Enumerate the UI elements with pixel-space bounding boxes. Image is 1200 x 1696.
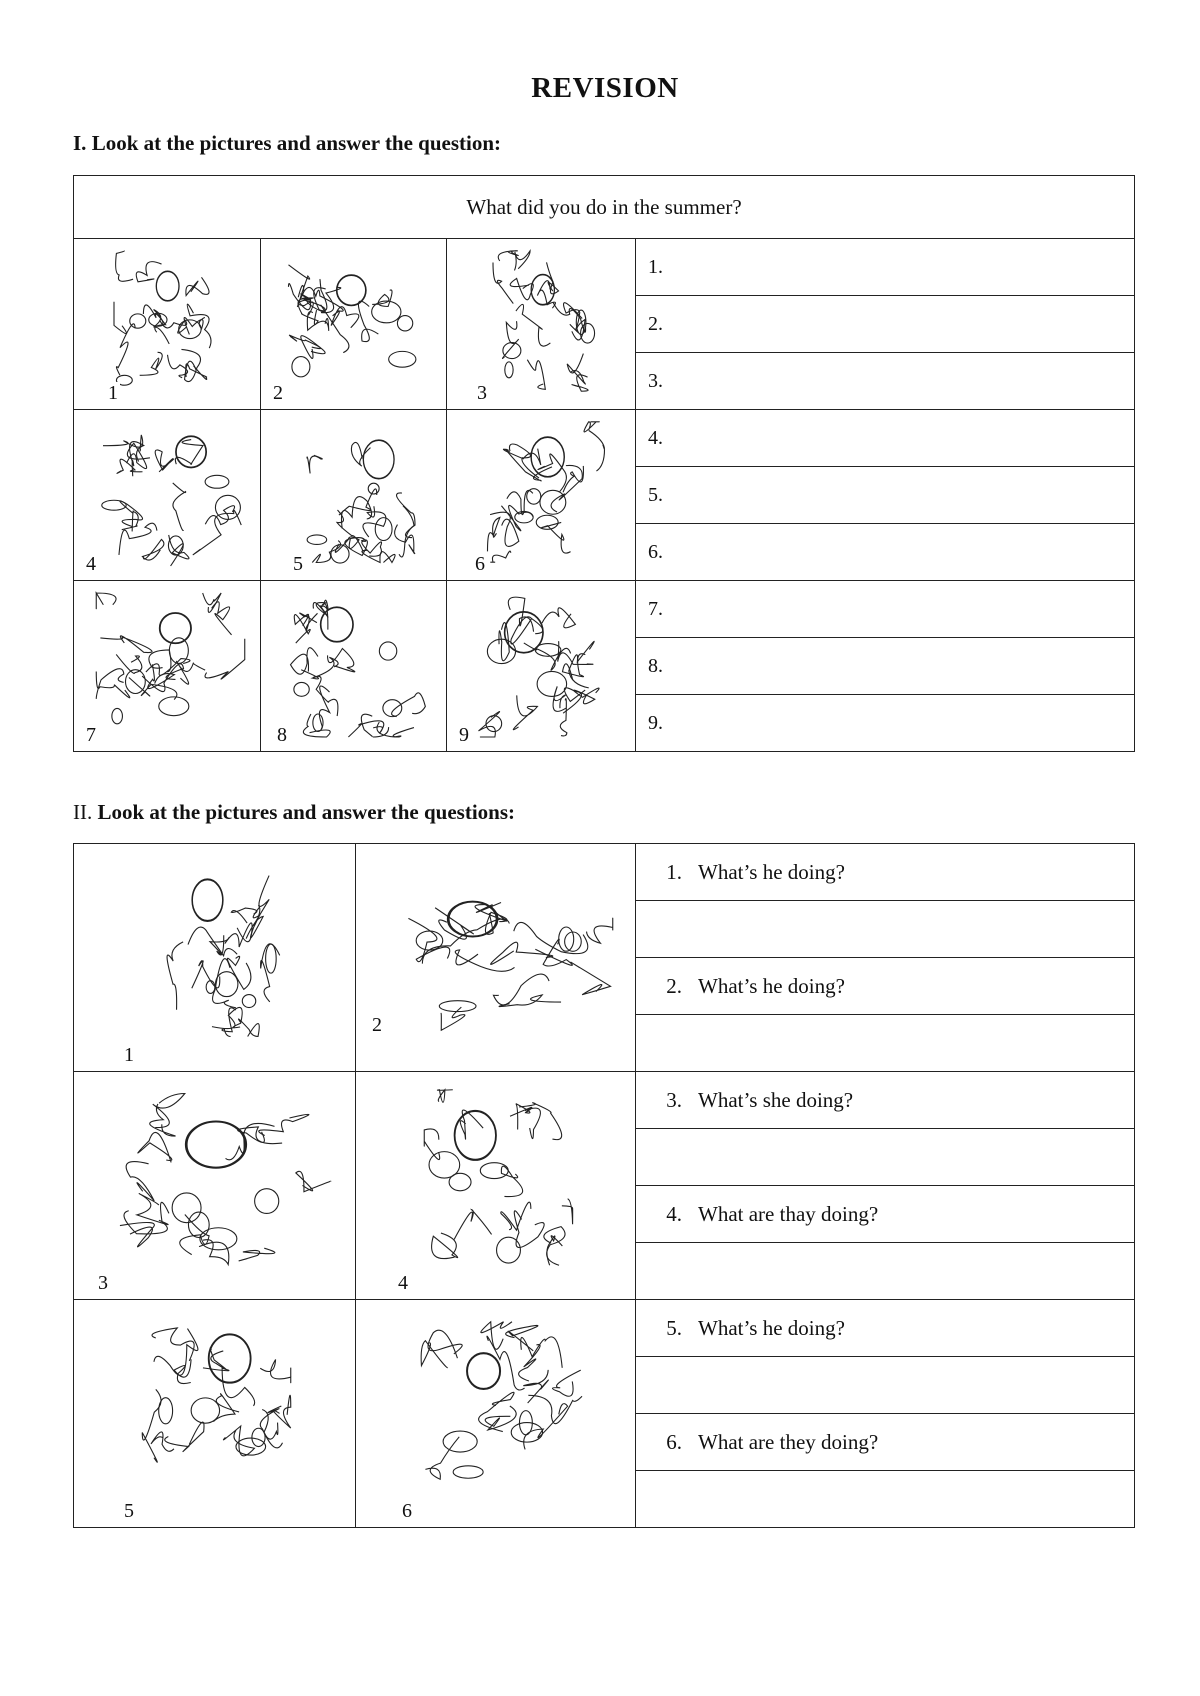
picture-cell-7	[74, 581, 261, 752]
sketch-drawing	[487, 243, 607, 399]
picture-number: 3	[477, 382, 487, 404]
picture-number: 3	[98, 1272, 108, 1294]
question-2	[636, 958, 1135, 1015]
picture-number: 7	[86, 724, 96, 746]
picture-cell-9	[447, 581, 636, 752]
action-picture-cell-6	[356, 1300, 636, 1528]
sketch-drawing	[104, 1084, 349, 1274]
picture-cell-1	[74, 239, 261, 410]
picture-number: 4	[398, 1272, 408, 1294]
question-6	[636, 1414, 1135, 1471]
kids-playing-illustration	[301, 420, 421, 570]
picture-number: 8	[277, 724, 287, 746]
picture-number: 9	[459, 724, 469, 746]
page-title: REVISION	[531, 72, 679, 104]
question-5	[636, 1300, 1135, 1357]
kitchen-baking-illustration	[88, 585, 253, 745]
action-picture-cell-1	[74, 844, 356, 1072]
question-number: 5.	[666, 1315, 682, 1340]
sketch-drawing	[301, 420, 421, 570]
question-header: What did you do in the summer?	[74, 176, 1135, 239]
question-number: 3.	[666, 1087, 682, 1112]
answer-line-4[interactable]: 4.	[636, 410, 1135, 467]
playground-crowd-illustration	[283, 585, 433, 745]
picture-cell-5	[261, 410, 447, 581]
answer-line-q4[interactable]	[636, 1243, 1135, 1300]
answer-line-q5[interactable]	[636, 1357, 1135, 1414]
picture-cell-8	[261, 581, 447, 752]
go-kart-illustration	[481, 414, 611, 570]
sketch-drawing	[283, 585, 433, 745]
chef-cooking-illustration	[94, 414, 249, 574]
picture-cell-3	[447, 239, 636, 410]
sketch-drawing	[471, 585, 621, 745]
sketch-drawing	[411, 1312, 591, 1507]
question-4	[636, 1186, 1135, 1243]
sketch-drawing	[281, 243, 431, 399]
sketch-drawing	[154, 856, 294, 1046]
answer-line-5[interactable]: 5.	[636, 467, 1135, 524]
sketch-drawing	[134, 1316, 299, 1506]
question-1	[636, 844, 1135, 901]
answer-line-1[interactable]: 1.	[636, 239, 1135, 296]
kids-seesaw-illustration	[416, 1080, 581, 1275]
sketch-drawing	[88, 585, 253, 745]
answer-line-q6[interactable]	[636, 1471, 1135, 1528]
answer-line-6[interactable]: 6.	[636, 524, 1135, 581]
action-picture-cell-3	[74, 1072, 356, 1300]
sketch-drawing	[416, 1080, 581, 1275]
picture-number: 1	[124, 1044, 134, 1066]
sketch-drawing	[481, 414, 611, 570]
boy-soccer-illustration	[154, 856, 294, 1046]
question-3	[636, 1072, 1135, 1129]
answer-line-8[interactable]: 8.	[636, 638, 1135, 695]
question-text: What are thay doing?	[698, 1201, 879, 1226]
basketball-players-illustration	[411, 1312, 591, 1507]
beach-children-illustration	[281, 243, 431, 399]
painting-easel-illustration	[487, 243, 607, 399]
question-text: What’s he doing?	[698, 973, 845, 998]
question-text: What are they doing?	[698, 1429, 879, 1454]
piano-lesson-illustration	[471, 585, 621, 745]
answer-line-q3[interactable]	[636, 1129, 1135, 1186]
question-number: 2.	[666, 973, 682, 998]
action-picture-cell-2	[356, 844, 636, 1072]
picture-number: 6	[475, 553, 485, 575]
sketch-drawing	[108, 243, 228, 399]
question-number: 1.	[666, 859, 682, 884]
question-number: 6.	[666, 1429, 682, 1454]
actions-table	[73, 843, 1135, 1528]
section-2-number: II.	[73, 800, 93, 824]
sketch-drawing	[94, 414, 249, 574]
action-picture-cell-4	[356, 1072, 636, 1300]
picture-number: 6	[402, 1500, 412, 1522]
answer-line-3[interactable]: 3.	[636, 353, 1135, 410]
question-number: 4.	[666, 1201, 682, 1226]
answer-line-q2[interactable]	[636, 1015, 1135, 1072]
family-dinner-illustration	[108, 243, 228, 399]
section-1-number: I.	[73, 131, 87, 155]
question-text: What’s he doing?	[698, 1315, 845, 1340]
picture-number: 1	[108, 382, 118, 404]
question-text: What’s he doing?	[698, 859, 845, 884]
section-1-instruction: Look at the pictures and answer the question:	[91, 131, 502, 155]
answer-line-7[interactable]: 7.	[636, 581, 1135, 638]
section-2-heading	[73, 800, 515, 825]
girl-eating-illustration	[104, 1084, 349, 1274]
picture-cell-4	[74, 410, 261, 581]
action-picture-cell-5	[74, 1300, 356, 1528]
answer-line-9[interactable]: 9.	[636, 695, 1135, 752]
summer-activities-table	[73, 175, 1135, 752]
answer-line-q1[interactable]	[636, 901, 1135, 958]
question-text: What’s she doing?	[698, 1087, 854, 1112]
picture-cell-2	[261, 239, 447, 410]
picture-number: 4	[86, 553, 96, 575]
picture-cell-6	[447, 410, 636, 581]
section-2-instruction: Look at the pictures and answer the questions:	[97, 800, 516, 824]
sketch-drawing	[380, 864, 625, 1039]
picture-number: 2	[273, 382, 283, 404]
boy-singing-illustration	[134, 1316, 299, 1506]
picture-number: 2	[372, 1014, 382, 1036]
boy-studying-illustration	[380, 864, 625, 1039]
section-1-heading	[73, 131, 501, 156]
picture-number: 5	[124, 1500, 134, 1522]
picture-number: 5	[293, 553, 303, 575]
answer-line-2[interactable]: 2.	[636, 296, 1135, 353]
